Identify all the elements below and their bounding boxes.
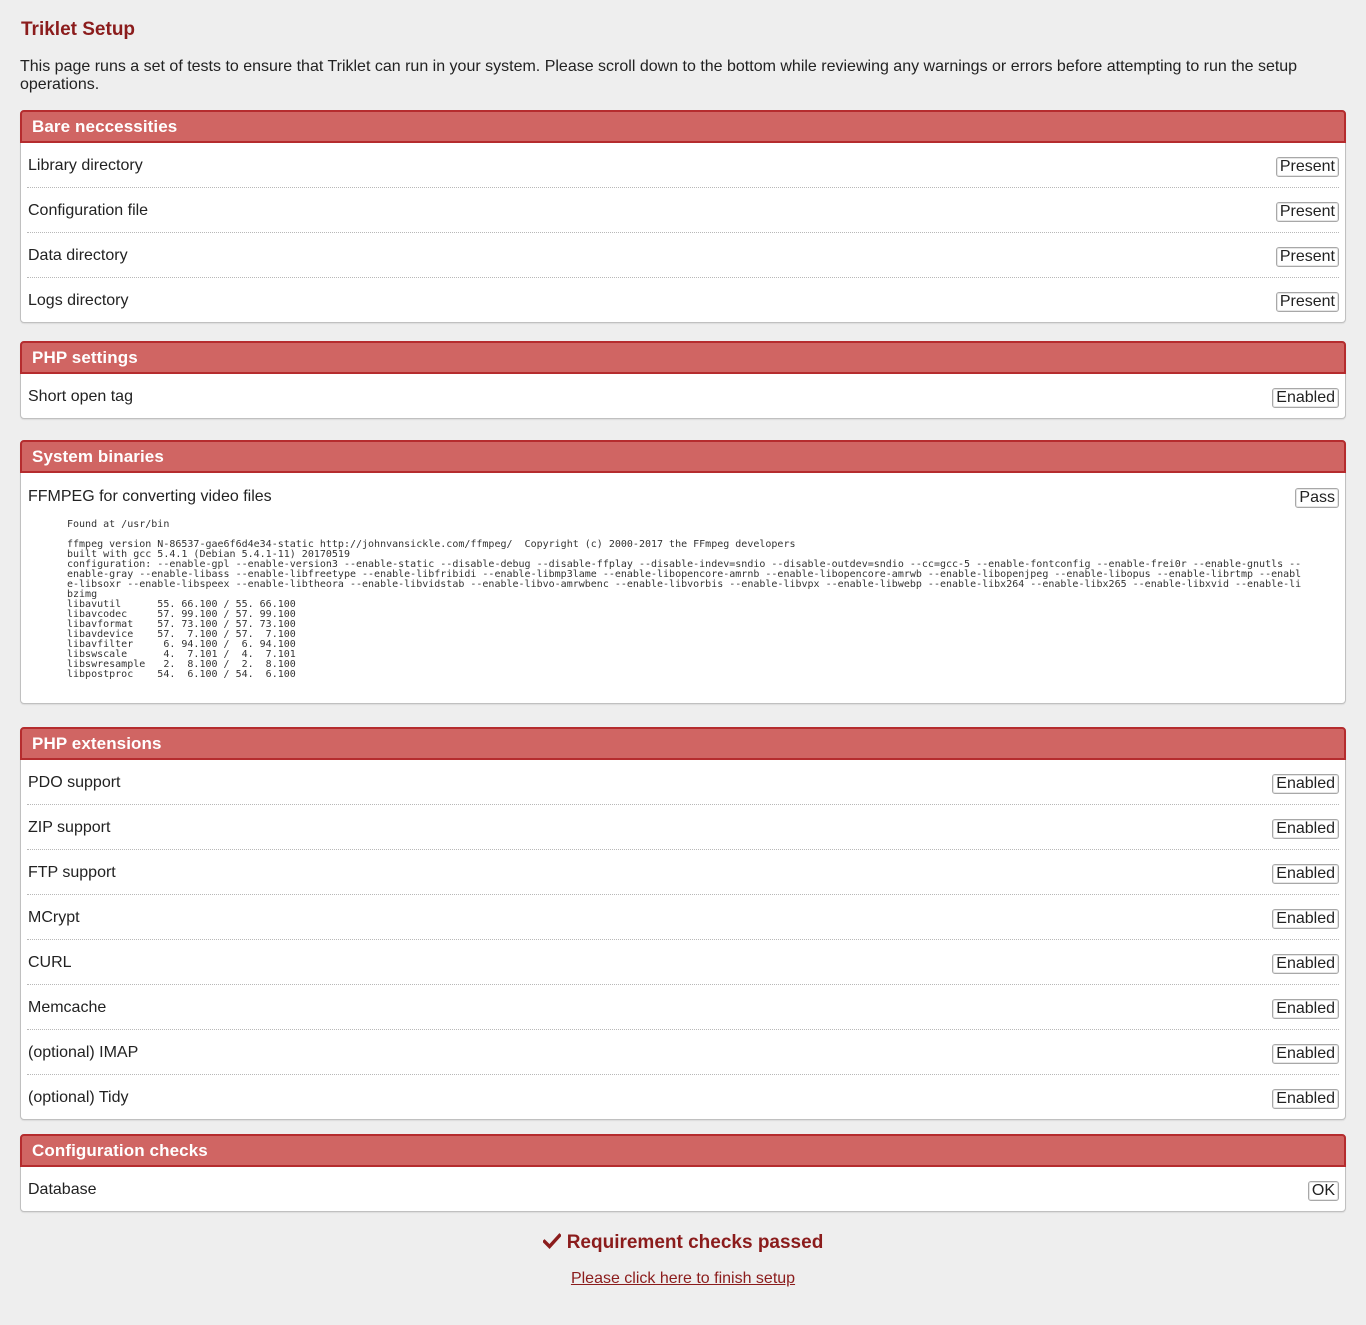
panel-bare-necessities <box>20 110 1346 323</box>
check-row-mcrypt <box>27 895 1339 940</box>
status-badge: Enabled <box>1272 864 1339 884</box>
panel-php-settings <box>20 341 1346 419</box>
check-row-data-directory <box>27 233 1339 278</box>
panel-php-extensions <box>20 727 1346 1120</box>
check-icon <box>543 1233 561 1249</box>
panel-title: Bare neccessities <box>20 110 1346 143</box>
check-label: Logs directory <box>28 292 129 309</box>
check-label: MCrypt <box>28 909 80 926</box>
status-badge: Enabled <box>1272 774 1339 794</box>
check-label: Memcache <box>28 999 107 1016</box>
check-label: Library directory <box>28 157 143 174</box>
requirement-status <box>0 1232 1366 1254</box>
status-badge: Present <box>1276 247 1339 267</box>
status-text: Requirement checks passed <box>566 1232 824 1253</box>
check-row-configuration-file <box>27 188 1339 233</box>
check-label: (optional) Tidy <box>28 1089 129 1106</box>
status-badge: Enabled <box>1272 819 1339 839</box>
check-row-ftp-support <box>27 850 1339 895</box>
check-label: Database <box>28 1181 97 1198</box>
ffmpeg-version-output: ffmpeg version N-86537-gae6f6d4e34-static http://johnvansickle.com/ffmpeg/ Copyright (c) 2000-2017 the FFmpeg developers built with gcc 5.4.1 (Debian 5.4.1-11) 20170519 configuration: --enable-gpl --enable-version3 --enable-static --disable-debug --disable-ffplay --disable-indev=sndio --disable-outdev=sndio --cc=gcc-5 --enable-fontconfig --enable-frei0r --enable-gnutls --enable-gray --enable-libass --enable-libfreetype --enable-libfribidi --enable-libmp3lame --enable-libopencore-amrnb --enable-libopencore-amrwb --enable-libopenjpeg --enable-libopus --enable-librtmp --enable-libsoxr --enable-libspeex --enable-libtheora --enable-libvidstab --enable-libvo-amrwbenc --enable-libvorbis --enable-libvpx --enable-libwebp --enable-libx264 --enable-libx265 --enable-libxvid --enable-libzimg libavutil 55. 66.100 / 55. 66.100 libavcodec 57. 99.100 / 57. 99.100 libavformat 57. 73.100 / 57. 73.100 libavdevice 57. 7.100 / 57. 7.100 libavfilter 6. 94.100 / 6. 94.100 libswscale 4. 7.101 / 4. 7.101 libswresample 2. 8.100 / 2. 8.100 libpostproc 54. 6.100 / 54. 6.100 <box>67 539 1302 680</box>
check-label: (optional) IMAP <box>28 1044 139 1061</box>
status-badge: Pass <box>1295 488 1339 508</box>
check-row-ffmpeg <box>27 473 1339 703</box>
panel-title: PHP extensions <box>20 727 1346 760</box>
check-row-curl <box>27 940 1339 985</box>
status-badge: OK <box>1308 1181 1339 1201</box>
status-badge: Present <box>1276 157 1339 177</box>
panel-title: PHP settings <box>20 341 1346 374</box>
check-label: FFMPEG for converting video files <box>28 488 272 505</box>
check-row-pdo-support <box>27 760 1339 805</box>
ffmpeg-found-path: Found at /usr/bin <box>67 519 170 530</box>
check-row-database <box>27 1167 1339 1211</box>
check-row-tidy <box>27 1075 1339 1119</box>
panel-system-binaries <box>20 440 1346 704</box>
status-badge: Enabled <box>1272 954 1339 974</box>
check-label: PDO support <box>28 774 121 791</box>
check-label: CURL <box>28 954 72 971</box>
check-row-zip-support <box>27 805 1339 850</box>
check-row-logs-directory <box>27 278 1339 322</box>
status-badge: Enabled <box>1272 388 1339 408</box>
status-badge: Enabled <box>1272 1089 1339 1109</box>
status-badge: Present <box>1276 202 1339 222</box>
check-label: ZIP support <box>28 819 111 836</box>
check-row-short-open-tag <box>27 374 1339 418</box>
status-badge: Present <box>1276 292 1339 312</box>
check-label: Data directory <box>28 247 128 264</box>
panel-title: Configuration checks <box>20 1134 1346 1167</box>
check-label: FTP support <box>28 864 116 881</box>
status-badge: Enabled <box>1272 999 1339 1019</box>
panel-title: System binaries <box>20 440 1346 473</box>
check-label: Configuration file <box>28 202 149 219</box>
panel-configuration-checks <box>20 1134 1346 1212</box>
check-label: Short open tag <box>28 388 133 405</box>
check-row-imap <box>27 1030 1339 1075</box>
intro-text: This page runs a set of tests to ensure that Triklet can run in your system. Please scroll down to the bottom while reviewing any warnings or errors before attempting to run the setup operations. <box>20 58 1298 93</box>
status-badge: Enabled <box>1272 909 1339 929</box>
finish-setup-link[interactable]: Please click here to finish setup <box>570 1270 796 1287</box>
status-badge: Enabled <box>1272 1044 1339 1064</box>
check-row-library-directory <box>27 143 1339 188</box>
check-row-memcache <box>27 985 1339 1030</box>
page-title: Triklet Setup <box>21 19 136 40</box>
